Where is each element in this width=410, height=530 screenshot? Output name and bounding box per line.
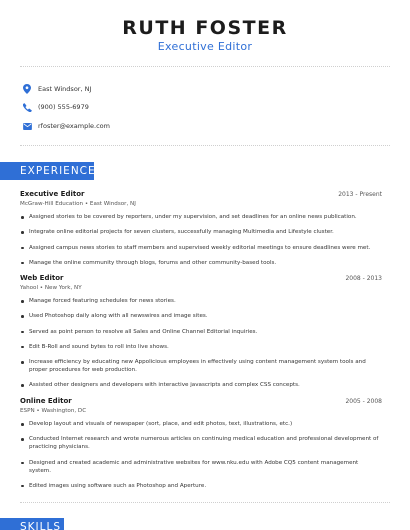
bullet-item: Served as point person to resolve all Sales and Online Channel Editorial inquiries. (20, 328, 382, 336)
job-org: McGraw-Hill Education • East Windsor, NJ (20, 201, 136, 207)
job-title: Online Editor (20, 397, 72, 405)
bullet-item: Designed and created academic and administrative websites for www.nku.edu with Adobe CQ5 content management system. (20, 459, 382, 475)
job-dates: 2013 - Present (338, 191, 382, 198)
bullet-item: Manage the online community through blogs, forums and other community-based tools. (20, 259, 382, 267)
job-entry (20, 397, 382, 497)
map-pin-icon (21, 83, 33, 95)
job-entry (20, 190, 382, 274)
job-bullets (20, 420, 382, 490)
bullet-item: Manage forced featuring schedules for news stories. (20, 297, 382, 305)
job-dates: 2008 - 2013 (345, 275, 382, 282)
job-title: Executive Editor (20, 190, 85, 198)
job-org: Yahool • New York, NY (20, 285, 82, 291)
bullet-item: Edit B-Roll and sound bytes to roll into live shows. (20, 343, 382, 351)
contact-email[interactable] (21, 120, 110, 132)
bullet-item: Used Photoshop daily along with all newswires and image sites. (20, 312, 382, 320)
bullet-item: Conducted Internet research and wrote numerous articles on continuing medical education and professional development of practicing physicians. (20, 435, 382, 451)
job-org: ESPN • Washington, DC (20, 408, 87, 414)
bullet-item: Develop layout and visuals of newspaper (sort, place, and edit photos, text, illustrations, etc.) (20, 420, 382, 428)
section-experience-header: EXPERIENCE (0, 162, 94, 180)
header-divider (20, 66, 390, 67)
email-text[interactable]: rfoster@example.com (38, 122, 110, 130)
contact-location (21, 83, 91, 95)
job-title: Web Editor (20, 274, 64, 282)
section-skills-header: SKILLS (0, 518, 64, 530)
section-divider (20, 502, 390, 503)
candidate-name: RUTH FOSTER (122, 17, 288, 39)
phone-text: (900) 555-6979 (38, 103, 89, 111)
job-bullets (20, 297, 382, 389)
bullet-item: Integrate online editorial projects for seven clusters, successfully managing Multimedia and Lifestyle cluster. (20, 228, 382, 236)
job-title-headline: Executive Editor (157, 40, 253, 53)
bullet-item: Assisted other designers and developers with interactive javascripts and complex CSS concepts. (20, 381, 382, 389)
job-dates: 2005 - 2008 (345, 398, 382, 405)
phone-icon (21, 101, 33, 113)
location-text: East Windsor, NJ (38, 85, 92, 93)
job-bullets (20, 213, 382, 267)
contact-phone (21, 101, 89, 113)
job-entry (20, 274, 382, 397)
contact-divider (20, 145, 390, 146)
bullet-item: Increase efficiency by educating new Appolicious employees in effectively using content management system tools and proper procedures for web production. (20, 358, 382, 374)
envelope-icon (21, 120, 33, 132)
bullet-item: Assigned stories to be covered by reporters, under my supervision, and set deadlines for an online news publication. (20, 213, 382, 221)
bullet-item: Assigned campus news stories to staff members and supervised weekly editorial meetings to ensure deadlines were met. (20, 244, 382, 252)
bullet-item: Edited images using software such as Photoshop and Aperture. (20, 482, 382, 490)
